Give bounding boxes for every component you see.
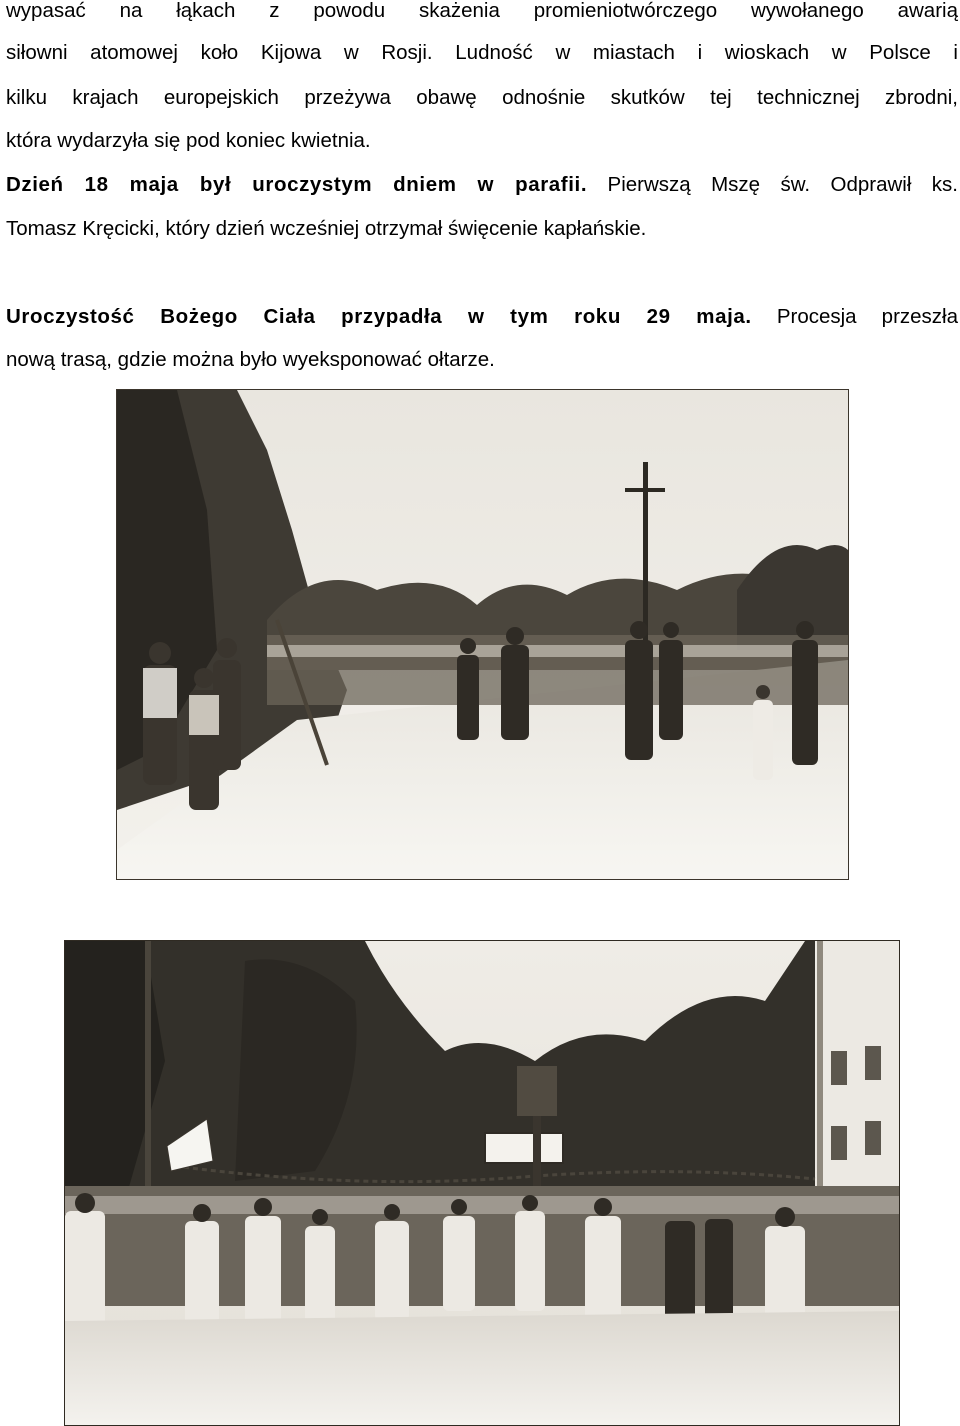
paragraph1-line1: wypasać na łąkach z powodu skażenia promieniotwórczego wywołanego awarią (6, 0, 958, 22)
paragraph1-line2: siłowni atomowej koło Kijowa w Rosji. Ludność w miastach i wioskach w Polsce i (6, 41, 958, 64)
procession-photo-1-image (117, 390, 848, 879)
paragraph3-line1-rest: Procesja przeszła (776, 305, 959, 328)
paragraph1-line3: kilku krajach europejskich przeżywa obawę odnośnie skutków tej technicznej zbrodni, (6, 86, 958, 109)
paragraph2-line1-rest: Pierwszą Mszę św. Odprawił ks. (607, 173, 958, 196)
paragraph2-line1 (6, 171, 958, 199)
paragraph2-line2: Tomasz Kręcicki, który dzień wcześniej otrzymał święcenie kapłańskie. (6, 217, 647, 240)
procession-photo-2 (64, 940, 900, 1426)
procession-photo-1 (116, 389, 849, 880)
paragraph1-line4: która wydarzyła się pod koniec kwietnia. (6, 129, 371, 152)
paragraph3-bold-lead: Uroczystość Bożego Ciała przypadła w tym roku 29 maja. (6, 305, 752, 328)
paragraph3-line1 (6, 303, 958, 331)
procession-photo-2-image (65, 941, 899, 1425)
paragraph3-line2: nową trasą, gdzie można było wyeksponować ołtarze. (6, 348, 495, 371)
paragraph2-bold-lead: Dzień 18 maja był uroczystym dniem w parafii. (6, 173, 588, 196)
